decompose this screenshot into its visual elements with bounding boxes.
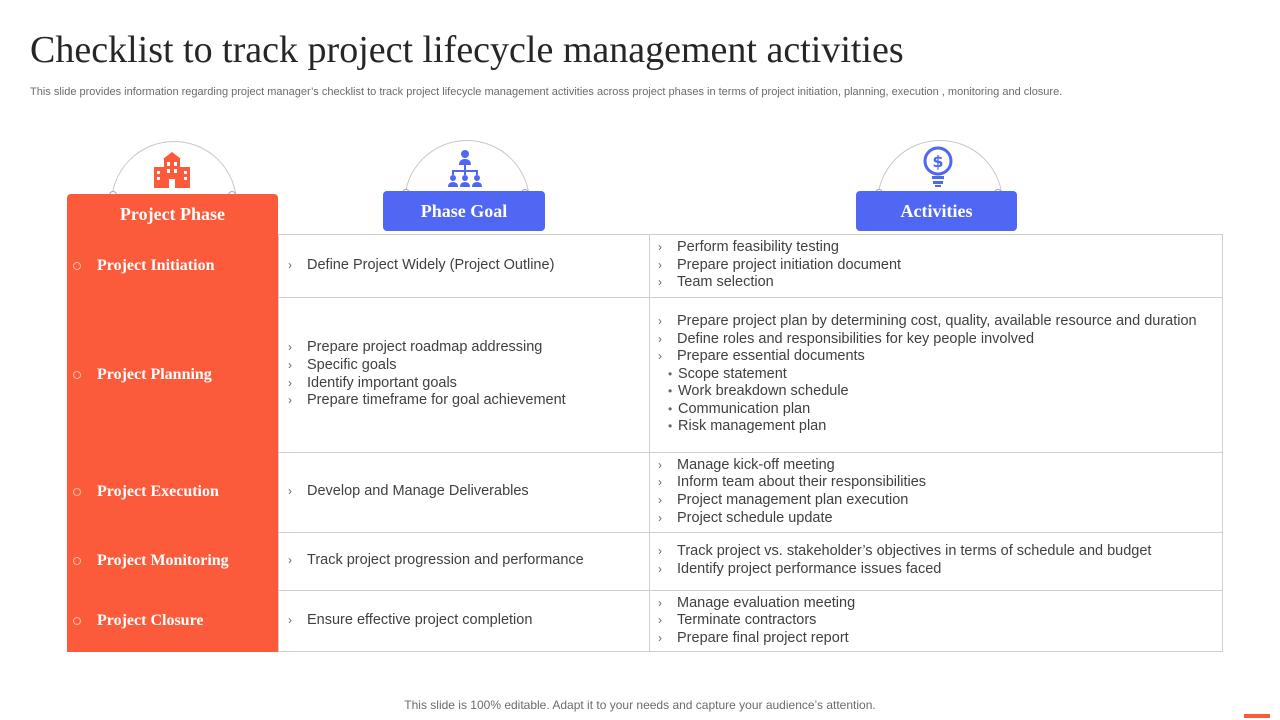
phase-dot xyxy=(73,557,81,565)
activities-cell-execution xyxy=(658,452,1218,532)
list-item: › Project management plan execution xyxy=(658,492,909,508)
chevron-right-icon: › xyxy=(658,613,662,628)
chevron-right-icon: › xyxy=(658,457,662,472)
phase-project-monitoring xyxy=(67,532,278,590)
chevron-right-icon: › xyxy=(658,313,662,328)
chevron-right-icon: › xyxy=(658,493,662,507)
chevron-right-icon: › xyxy=(288,357,292,372)
list-item: › Manage kick-off meeting xyxy=(658,456,835,473)
chevron-right-icon: › xyxy=(658,562,662,576)
list-item: › Identify important goals xyxy=(288,374,457,391)
activities-cell-planning xyxy=(658,297,1218,452)
list-item: • Scope statement xyxy=(658,366,1218,384)
list-item: › Manage evaluation meeting xyxy=(658,594,856,611)
chevron-right-icon: › xyxy=(658,544,662,559)
phase-dot xyxy=(73,488,81,496)
goal-cell-execution xyxy=(288,452,643,532)
phase-project-planning xyxy=(67,297,278,452)
list-item: › Define roles and responsibilities for key people involved xyxy=(658,330,1035,347)
list-item: › Team selection xyxy=(658,274,774,291)
list-item: • Communication plan xyxy=(658,401,1218,419)
list-item: › Terminate contractors xyxy=(658,612,817,629)
chevron-right-icon: › xyxy=(288,613,292,628)
list-item: › Track project progression and performance xyxy=(288,552,584,569)
chevron-right-icon: › xyxy=(288,375,292,390)
footer-note: This slide is 100% editable. Adapt it to your needs and capture your audience’s attention. xyxy=(404,698,876,712)
list-item: › Develop and Manage Deliverables xyxy=(288,483,529,500)
chevron-right-icon: › xyxy=(658,240,662,255)
page-title: Checklist to track project lifecycle management activities xyxy=(30,29,904,71)
list-item: › Prepare project initiation document xyxy=(658,256,902,273)
list-item: › Ensure effective project completion xyxy=(288,612,533,629)
list-item: › Project schedule update xyxy=(658,509,833,526)
bullet-icon: • xyxy=(668,366,673,381)
activities-cell-closure xyxy=(658,590,1218,652)
phase-label: Project Closure xyxy=(97,612,204,629)
chevron-right-icon: › xyxy=(288,393,292,408)
chevron-right-icon: › xyxy=(658,595,662,610)
chevron-right-icon: › xyxy=(288,340,292,355)
activities-cell-monitoring xyxy=(658,532,1218,590)
list-item: • Risk management plan xyxy=(658,418,1218,436)
dollar-bulb-icon xyxy=(922,146,954,188)
chevron-right-icon: › xyxy=(658,349,662,364)
list-item: › Perform feasibility testing xyxy=(658,239,839,256)
chevron-right-icon: › xyxy=(658,510,662,525)
list-item: › Inform team about their responsibilities xyxy=(658,474,927,491)
hierarchy-icon xyxy=(446,148,484,188)
list-item: › Identify project performance issues faced xyxy=(658,561,942,577)
list-item: › Prepare project roadmap addressing xyxy=(288,339,543,356)
header-activities: Activities xyxy=(856,191,1017,231)
chevron-right-icon: › xyxy=(288,553,292,568)
list-item: › Prepare final project report xyxy=(658,629,849,646)
phase-dot xyxy=(73,617,81,625)
phase-label: Project Initiation xyxy=(97,256,215,274)
chevron-right-icon: › xyxy=(288,257,292,272)
list-item: › Track project vs. stakeholder’s objectives in terms of schedule and budget xyxy=(658,543,1152,560)
goal-cell-monitoring xyxy=(288,532,643,590)
goal-cell-planning xyxy=(288,297,643,452)
phase-label: Project Monitoring xyxy=(97,552,229,569)
phase-label: Project Planning xyxy=(97,365,212,383)
phase-dot xyxy=(73,371,81,379)
page-subtitle: This slide provides information regarding project manager’s checklist to track project lifecycle management activities across project phases in terms of project initiation, planning, execution , monitoring and closure. xyxy=(30,86,1063,98)
bullet-icon: • xyxy=(668,401,673,416)
chevron-right-icon: › xyxy=(658,475,662,490)
list-item: › Specific goals xyxy=(288,356,397,373)
chevron-right-icon: › xyxy=(658,331,662,346)
list-item: › Prepare essential documents xyxy=(658,348,865,365)
list-item: › Prepare timeframe for goal achievement xyxy=(288,392,566,409)
list-item: › Define Project Widely (Project Outline) xyxy=(288,256,555,273)
corner-accent-bar xyxy=(1244,714,1270,718)
phase-project-execution xyxy=(67,452,278,532)
phase-dot xyxy=(73,262,81,270)
chevron-right-icon: › xyxy=(658,257,662,272)
svg-text:$: $ xyxy=(932,152,944,171)
building-icon xyxy=(152,152,192,190)
list-item: • Work breakdown schedule xyxy=(658,383,1218,401)
bullet-icon: • xyxy=(668,419,673,434)
phase-project-closure xyxy=(67,590,278,652)
list-item: › Prepare project plan by determining cost, quality, available resource and duration xyxy=(658,312,1197,329)
bullet-icon: • xyxy=(668,384,673,399)
phase-project-initiation xyxy=(67,234,278,297)
chevron-right-icon: › xyxy=(658,275,662,290)
chevron-right-icon: › xyxy=(658,630,662,645)
chevron-right-icon: › xyxy=(288,484,292,499)
header-project-phase: Project Phase xyxy=(67,194,278,234)
goal-cell-closure xyxy=(288,590,643,652)
phase-label: Project Execution xyxy=(97,483,219,500)
goal-cell-initiation xyxy=(288,234,643,297)
activities-cell-initiation xyxy=(658,234,1218,297)
header-phase-goal: Phase Goal xyxy=(383,191,545,231)
